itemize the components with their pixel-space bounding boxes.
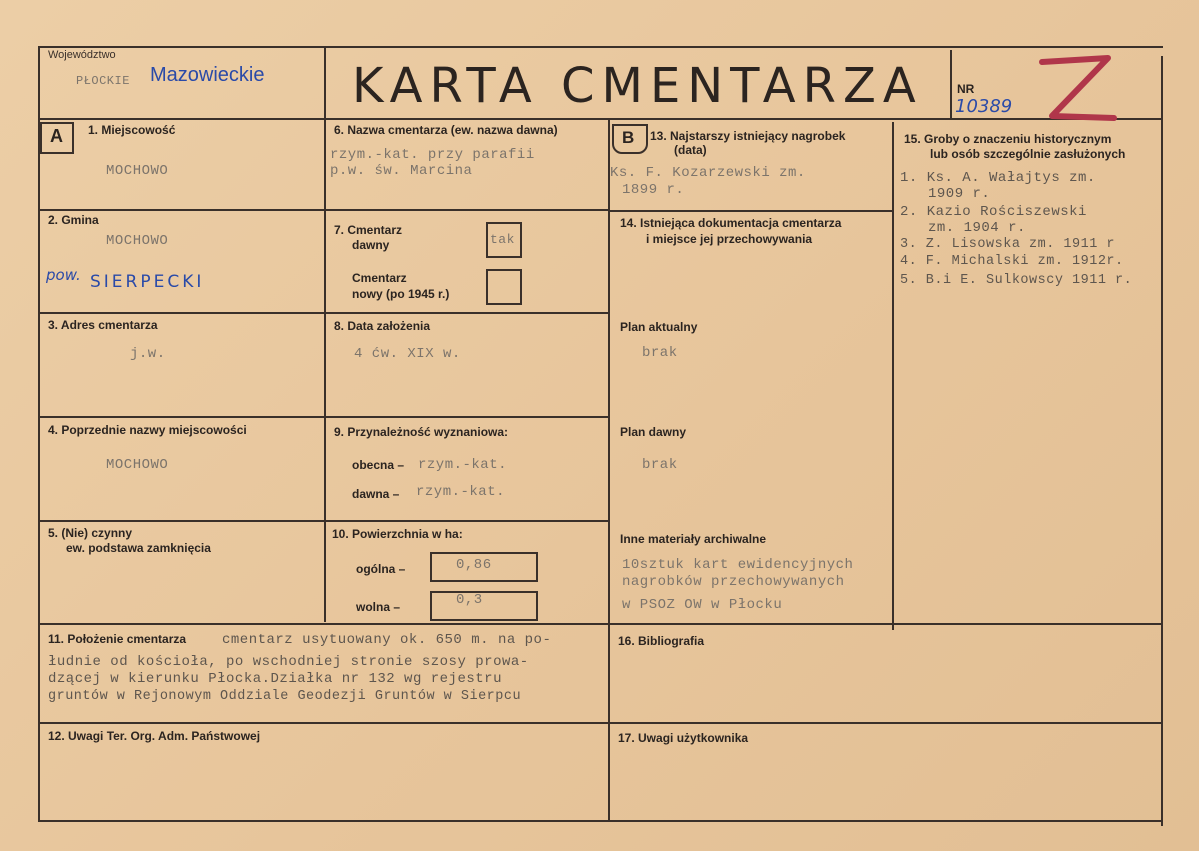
voivodeship-stamp: Mazowieckie	[150, 64, 265, 86]
field-9-label: 9. Przynależność wyznaniowa:	[334, 425, 509, 439]
voivodeship-typed: PŁOCKIE	[76, 74, 130, 88]
divider	[608, 210, 894, 212]
frame-bottom	[38, 820, 1163, 822]
field-2-value: MOCHOWO	[106, 233, 169, 249]
divider	[38, 209, 610, 211]
plan-current-value: brak	[642, 345, 678, 361]
field-2-label: 2. Gmina	[48, 213, 99, 227]
field-17-label: 17. Uwagi użytkownika	[618, 731, 749, 745]
record-number: 10389	[955, 96, 1013, 117]
frame-right	[1161, 56, 1163, 826]
field-10-free-value: 0,3	[456, 592, 483, 608]
field-13-line2: 1899 r.	[622, 182, 685, 198]
field-10-total-value: 0,86	[456, 557, 492, 573]
divider	[38, 118, 1162, 120]
divider	[608, 623, 610, 723]
frame-left	[38, 46, 40, 821]
archive-line1: 10sztuk kart ewidencyjnych	[622, 557, 854, 573]
field-14-label: 14. Istniejąca dokumentacja cmentarza	[620, 216, 842, 230]
divider	[950, 50, 952, 120]
section-a-label: A	[50, 126, 63, 146]
field-14-label-2: i miejsce jej przechowywania	[646, 232, 813, 246]
field-5-label-2: ew. podstawa zamknięcia	[66, 541, 211, 555]
field-10-label: 10. Powierzchnia w ha:	[332, 527, 463, 541]
field-6-line1: rzym.-kat. przy parafii	[330, 147, 535, 163]
grave-line: 4. F. Michalski zm. 1912r.	[900, 254, 1124, 269]
archive-line3: w PSOZ OW w Płocku	[622, 597, 783, 613]
field-1-value: MOCHOWO	[106, 163, 169, 179]
field-16-label: 16. Bibliografia	[618, 634, 705, 648]
field-5-label: 5. (Nie) czynny	[48, 526, 133, 540]
voivodeship-label: Województwo	[48, 49, 116, 61]
field-6-line2: p.w. św. Marcina	[330, 163, 473, 179]
grave-line: 3. Z. Lisowska zm. 1911 r	[900, 237, 1116, 252]
card-title: KARTA CMENTARZA	[352, 58, 923, 114]
county-value: SIERPECKI	[90, 272, 205, 292]
nr-label: NR	[957, 82, 975, 96]
field-4-label: 4. Poprzednie nazwy miejscowości	[48, 423, 247, 437]
grave-line: zm. 1904 r.	[928, 220, 1026, 236]
field-3-label: 3. Adres cmentarza	[48, 318, 158, 332]
frame-top	[40, 46, 1163, 48]
divider	[892, 122, 894, 630]
old-cemetery-value: tak	[490, 232, 515, 247]
new-cemetery-checkbox[interactable]	[486, 269, 522, 305]
divider	[38, 623, 1162, 625]
field-7-new-label: Cmentarz	[352, 271, 407, 285]
field-13-label-2: (data)	[674, 143, 707, 157]
divider	[38, 312, 610, 314]
field-3-value: j.w.	[130, 346, 166, 362]
field-13-line1: Ks. F. Kozarzewski zm.	[610, 165, 806, 181]
divider	[38, 416, 610, 418]
field-12-label: 12. Uwagi Ter. Org. Adm. Państwowej	[48, 729, 261, 743]
divider	[38, 520, 610, 522]
grave-line: 2. Kazio Rościszewski	[900, 204, 1087, 220]
category-mark-z	[1030, 52, 1120, 128]
field-11-line2: łudnie od kościoła, po wschodniej stronie szosy prowa-	[48, 654, 529, 670]
field-11-line4: gruntów w Rejonowym Oddziale Geodezji Gruntów w Sierpcu	[48, 689, 522, 704]
field-9-former-value: rzym.-kat.	[416, 484, 506, 500]
field-15-label-2: lub osób szczególnie zasłużonych	[930, 147, 1126, 161]
grave-line: 5. B.i E. Sulkowscy 1911 r.	[900, 273, 1133, 288]
field-7-label: 7. Cmentarz	[334, 223, 403, 237]
archive-label: Inne materiały archiwalne	[620, 532, 767, 546]
field-13-label: 13. Najstarszy istniejący nagrobek	[650, 129, 846, 143]
field-11-line3: dzącej w kierunku Płocka.Działka nr 132 wg rejestru	[48, 671, 502, 687]
field-15-label: 15. Groby o znaczeniu historycznym	[904, 132, 1112, 146]
field-11-line1: cmentarz usytuowany ok. 650 m. na po-	[222, 632, 552, 648]
divider	[324, 46, 326, 622]
field-4-value: MOCHOWO	[106, 457, 169, 473]
county-prefix: pow.	[46, 266, 81, 284]
grave-line: 1909 r.	[928, 186, 991, 202]
archive-line2: nagrobków przechowywanych	[622, 574, 845, 590]
section-b-label: B	[622, 128, 635, 147]
field-9-current-value: rzym.-kat.	[418, 457, 508, 473]
field-9-current-label: obecna –	[352, 458, 405, 472]
field-7-new-label-2: nowy (po 1945 r.)	[352, 287, 450, 301]
field-11-label: 11. Położenie cmentarza	[48, 632, 187, 646]
field-1-label: 1. Miejscowość	[88, 123, 176, 137]
plan-current-label: Plan aktualny	[620, 320, 698, 334]
plan-old-value: brak	[642, 457, 678, 473]
grave-line: 1. Ks. A. Wałajtys zm.	[900, 170, 1096, 186]
field-7-label-2: dawny	[352, 238, 390, 252]
plan-old-label: Plan dawny	[620, 425, 687, 439]
field-6-label: 6. Nazwa cmentarza (ew. nazwa dawna)	[334, 123, 558, 137]
divider	[38, 722, 1162, 724]
field-10-free-label: wolna –	[356, 600, 401, 614]
free-area-box	[430, 591, 538, 621]
field-8-value: 4 ćw. XIX w.	[354, 346, 461, 362]
field-10-total-label: ogólna –	[356, 562, 406, 576]
field-9-former-label: dawna –	[352, 487, 400, 501]
field-8-label: 8. Data założenia	[334, 319, 431, 333]
